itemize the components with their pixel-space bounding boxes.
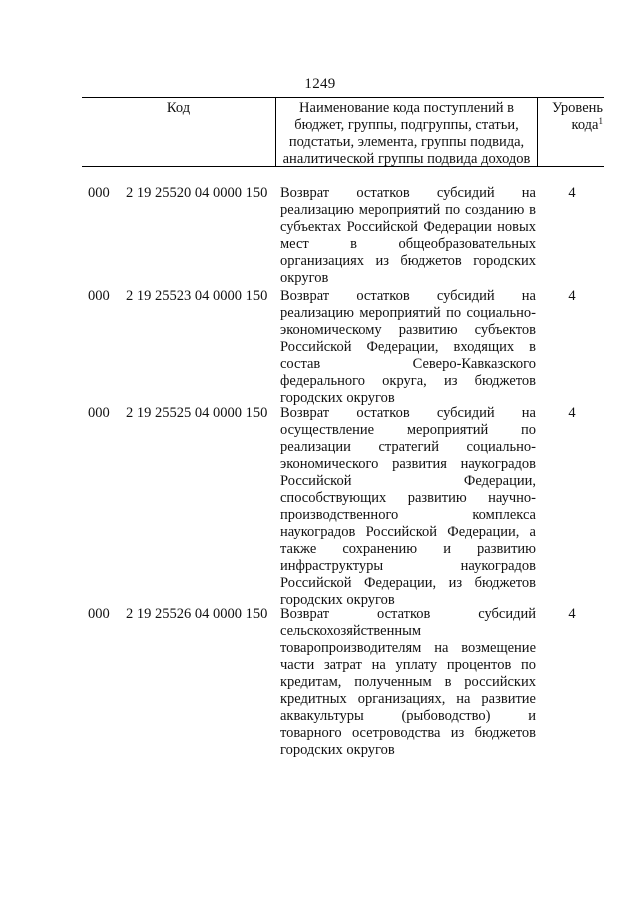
code-level: 4 <box>568 606 576 622</box>
description-line: товарного осетроводства из бюджетов <box>280 725 536 741</box>
header-name-line: бюджет, группы, подгруппы, статьи, <box>294 117 519 133</box>
description-line: наукоградов Российской Федерации, а <box>280 524 536 540</box>
admin-code: 000 <box>88 606 110 622</box>
code-level: 4 <box>568 185 576 201</box>
income-code: 2 19 25523 04 0000 150 <box>126 288 268 304</box>
description-line: Возврат остатков субсидий на <box>280 185 536 201</box>
code-level: 4 <box>568 405 576 421</box>
description-line: инфраструктуры наукоградов <box>280 558 536 574</box>
description-line: также сохранению и развитию <box>280 541 536 557</box>
admin-code: 000 <box>88 288 110 304</box>
description-line: городских округов <box>280 390 395 406</box>
header-level-column <box>538 98 604 166</box>
income-code: 2 19 25525 04 0000 150 <box>126 405 268 421</box>
page-number: 1249 <box>304 76 336 92</box>
description-line: Российской Федерации, входящих в <box>280 339 536 355</box>
header-name-column <box>276 98 538 166</box>
footnote-marker: 1 <box>598 116 603 126</box>
description-line: осуществление мероприятий по <box>280 422 536 438</box>
description-line: Российской Федерации, <box>280 473 536 489</box>
description-line: Российской Федерации, из бюджетов <box>280 575 536 591</box>
description-line: Возврат остатков субсидий <box>280 606 536 622</box>
header-code-label: Код <box>166 100 191 116</box>
description-line: Возврат остатков субсидий на <box>280 288 536 304</box>
income-description <box>280 606 536 759</box>
income-description <box>280 288 536 407</box>
description-line: состав Северо-Кавказского <box>280 356 536 372</box>
income-code: 2 19 25526 04 0000 150 <box>126 606 268 622</box>
description-line: реализацию мероприятий по созданию в <box>280 202 536 218</box>
description-line: городских округов <box>280 592 395 608</box>
income-description <box>280 405 536 609</box>
code-level: 4 <box>568 288 576 304</box>
description-line: мест в общеобразовательных <box>280 236 536 252</box>
description-line: городских округов <box>280 742 395 758</box>
header-name-line: аналитической группы подвида доходов <box>282 151 531 167</box>
description-line: способствующих развитию научно- <box>280 490 536 506</box>
description-line: товаропроизводителям на возмещение <box>280 640 536 656</box>
description-line: сельскохозяйственным <box>280 623 422 639</box>
description-line: организациях из бюджетов городских <box>280 253 536 269</box>
income-description <box>280 185 536 287</box>
admin-code: 000 <box>88 185 110 201</box>
description-line: кредитных организациях, на развитие <box>280 691 536 707</box>
header-name-line: подстатьи, элемента, группы подвида, <box>288 134 525 150</box>
header-level-label: Уровень <box>551 100 603 116</box>
description-line: Возврат остатков субсидий на <box>280 405 536 421</box>
description-line: округов <box>280 270 329 286</box>
header-level-label-code <box>538 117 603 134</box>
description-line: реализации стратегий социально- <box>280 439 536 455</box>
description-line: экономического развития наукоградов <box>280 456 536 472</box>
description-line: производственного комплекса <box>280 507 536 523</box>
description-line: экономическому развитию субъектов <box>280 322 536 338</box>
admin-code: 000 <box>88 405 110 421</box>
header-code-column <box>82 98 276 166</box>
description-line: аквакультуры (рыбоводство) и <box>280 708 536 724</box>
description-line: федерального округа, из бюджетов <box>280 373 536 389</box>
income-code: 2 19 25520 04 0000 150 <box>126 185 268 201</box>
description-line: реализацию мероприятий по социально- <box>280 305 536 321</box>
header-level-code-word: кода <box>571 117 599 133</box>
header-name-line: Наименование кода поступлений в <box>299 100 514 116</box>
table-header <box>82 97 604 167</box>
description-line: кредитам, полученным в российских <box>280 674 536 690</box>
description-line: части затрат на уплату процентов по <box>280 657 536 673</box>
description-line: субъектах Российской Федерации новых <box>280 219 536 235</box>
